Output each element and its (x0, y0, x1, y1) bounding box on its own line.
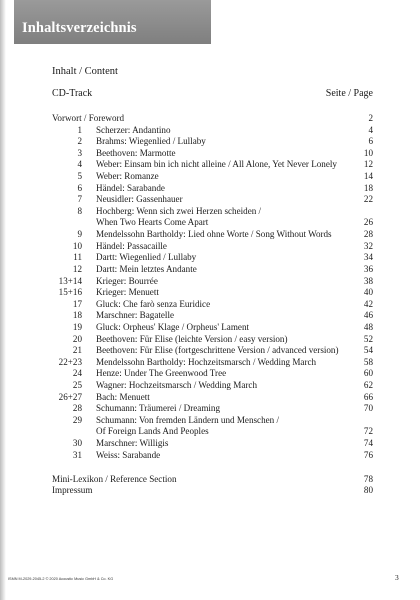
cd-track-header: CD-Track (52, 88, 93, 99)
entry-title: Beethoven: Für Elise (leichte Version / easy version) (96, 333, 288, 344)
toc-entry (52, 310, 373, 322)
entry-title: Mendelssohn Bartholdy: Hochzeitsmarsch / Wedding March (96, 356, 317, 367)
track-number: 4 (77, 159, 82, 170)
entry-title: Impressum (52, 485, 93, 496)
entry-title: Wagner: Hochzeitsmarsch / Wedding March (96, 380, 257, 391)
entry-page: 62 (363, 380, 373, 391)
track-number: 1 (77, 124, 82, 135)
entry-page: 74 (363, 438, 373, 449)
track-number: 13+14 (58, 275, 82, 286)
track-number: 9 (77, 229, 82, 240)
page-column-header: Seite / Page (325, 88, 373, 99)
toc-entry (52, 136, 373, 148)
entry-title: Weber: Einsam bin ich nicht alleine / All Alone, Yet Never Lonely (96, 159, 337, 170)
track-number: 2 (77, 136, 82, 147)
entry-title: Mendelssohn Bartholdy: Lied ohne Worte / Song Without Words (96, 229, 332, 240)
toc-entry (52, 334, 373, 346)
track-number: 8 (77, 205, 82, 216)
track-number: 19 (72, 321, 82, 332)
entry-page: 54 (363, 345, 373, 356)
entry-page: 4 (368, 124, 373, 135)
track-number: 21 (72, 345, 82, 356)
toc-entry (52, 345, 373, 357)
toc-entry (52, 438, 373, 450)
entry-title: Beethoven: Für Elise (fortgeschrittene Version / advanced version) (96, 345, 339, 356)
entry-title: Marschner: Willigis (96, 438, 169, 449)
toc-entry (52, 485, 373, 497)
entry-title: Bach: Menuett (96, 391, 150, 402)
track-number: 26+27 (58, 391, 82, 402)
entry-page: 52 (363, 333, 373, 344)
track-number: 25 (72, 380, 82, 391)
entry-title: When Two Hearts Come Apart (96, 217, 209, 228)
entry-page: 12 (363, 159, 373, 170)
content-heading: Inhalt / Content (52, 66, 118, 77)
toc-entry (52, 450, 373, 462)
toc-entry (52, 276, 373, 288)
track-number: 29 (72, 414, 82, 425)
track-number: 3 (77, 147, 82, 158)
toc-entry (52, 113, 373, 125)
toc-entry (52, 148, 373, 160)
track-number: 12 (72, 263, 82, 274)
track-number: 5 (77, 171, 82, 182)
entry-page: 78 (363, 473, 373, 484)
toc-entry (52, 229, 373, 241)
toc-entry (52, 357, 373, 369)
entry-title: Weber: Romanze (96, 171, 159, 182)
entry-page: 80 (363, 485, 373, 496)
entry-page: 14 (363, 171, 373, 182)
toc-entry (52, 299, 373, 311)
entry-title: Schumann: Träumerei / Dreaming (96, 403, 221, 414)
track-number: 18 (72, 310, 82, 321)
entry-title: Marschner: Bagatelle (96, 310, 175, 321)
entry-title: Gluck: Orpheus' Klage / Orpheus' Lament (96, 321, 250, 332)
entry-page: 42 (363, 298, 373, 309)
entry-page: 38 (363, 275, 373, 286)
toc-entry (52, 415, 373, 427)
toc-entry (52, 392, 373, 404)
entry-page: 22 (363, 194, 373, 205)
toc-entry (52, 426, 373, 438)
track-number: 20 (72, 333, 82, 344)
entry-title: Weiss: Sarabande (96, 449, 161, 460)
entry-title: Beethoven: Marmotte (96, 147, 176, 158)
entry-page: 70 (363, 403, 373, 414)
page-edge-shadow (0, 0, 6, 600)
entry-title: Händel: Passacaille (96, 240, 167, 251)
entry-page: 28 (363, 229, 373, 240)
entry-title: Krieger: Menuett (96, 287, 159, 298)
track-number: 17 (72, 298, 82, 309)
entry-page: 76 (363, 449, 373, 460)
entry-page: 58 (363, 356, 373, 367)
entry-page: 46 (363, 310, 373, 321)
toc-entry (52, 194, 373, 206)
entry-title: Krieger: Bourrée (96, 275, 158, 286)
page-number: 3 (395, 573, 399, 582)
table-of-contents (52, 113, 373, 497)
track-number: 7 (77, 194, 82, 205)
entry-page: 10 (363, 147, 373, 158)
toc-entry (52, 217, 373, 229)
column-header-row (52, 88, 373, 99)
footer-copyright: ISMN M-2029-2045-2 © 2020 Acoustic Music GmbH & Co. KG (8, 577, 114, 581)
track-number: 15+16 (58, 287, 82, 298)
section-gap (52, 461, 373, 474)
entry-page: 26 (363, 217, 373, 228)
entry-page: 60 (363, 368, 373, 379)
entry-title: Dartt: Mein letztes Andante (96, 263, 197, 274)
entry-title: Neusidler: Gassenhauer (96, 194, 183, 205)
page-title: Inhaltsverzeichnis (22, 20, 137, 36)
toc-entry (52, 368, 373, 380)
entry-page: 48 (363, 321, 373, 332)
toc-entry (52, 241, 373, 253)
entry-title: Of Foreign Lands And Peoples (96, 426, 209, 437)
track-number: 28 (72, 403, 82, 414)
toc-entry (52, 287, 373, 299)
toc-entry (52, 183, 373, 195)
entry-page: 18 (363, 182, 373, 193)
entry-page: 40 (363, 287, 373, 298)
entry-title: Gluck: Che farò senza Euridice (96, 298, 211, 309)
toc-entry (52, 474, 373, 486)
track-number: 30 (72, 438, 82, 449)
track-number: 10 (72, 240, 82, 251)
entry-title: Mini-Lexikon / Reference Section (52, 473, 177, 484)
entry-title: Vorwort / Foreword (52, 113, 125, 123)
track-number: 6 (77, 182, 82, 193)
toc-entry (52, 252, 373, 264)
entry-page: 36 (363, 263, 373, 274)
toc-entry (52, 264, 373, 276)
track-number: 31 (72, 449, 82, 460)
toc-entry (52, 322, 373, 334)
entry-page: 6 (368, 136, 373, 147)
track-number: 24 (72, 368, 82, 379)
entry-title: Henze: Under The Greenwood Tree (96, 368, 227, 379)
entry-page: 72 (363, 426, 373, 437)
track-number: 22+23 (58, 356, 82, 367)
toc-entry (52, 403, 373, 415)
entry-title: Brahms: Wiegenlied / Lullaby (96, 136, 206, 147)
entry-page: 34 (363, 252, 373, 263)
toc-entry (52, 206, 373, 218)
entry-title: Scherzer: Andantino (96, 124, 171, 135)
track-number: 11 (73, 252, 82, 263)
toc-entry (52, 380, 373, 392)
entry-title: Hochberg: Wenn sich zwei Herzen scheiden / (96, 205, 262, 216)
entry-page: 66 (363, 391, 373, 402)
entry-title: Händel: Sarabande (96, 182, 165, 193)
toc-entry (52, 159, 373, 171)
entry-page: 2 (368, 113, 373, 123)
toc-entry (52, 171, 373, 183)
entry-title: Schumann: Von fremden Ländern und Menschen / (96, 414, 280, 425)
entry-title: Dartt: Wiegenlied / Lullaby (96, 252, 197, 263)
entry-page: 32 (363, 240, 373, 251)
toc-entry (52, 125, 373, 137)
